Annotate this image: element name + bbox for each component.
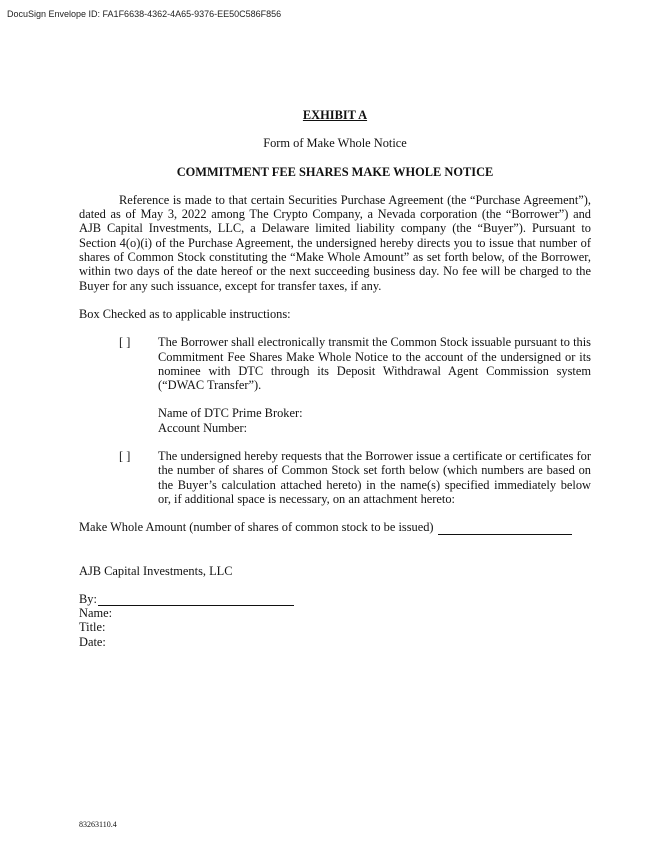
make-whole-amount-row bbox=[79, 520, 591, 534]
signature-line[interactable] bbox=[98, 593, 294, 606]
signature-by-row bbox=[79, 592, 591, 606]
make-whole-amount-label: Make Whole Amount (number of shares of common stock to be issued) bbox=[79, 520, 434, 535]
account-number-label: Account Number: bbox=[158, 420, 248, 435]
intro-paragraph: Reference is made to that certain Securities Purchase Agreement (the “Purchase Agreement”), dated as of May 3, 2022 among The Crypto Company, a Nevada corporation (the “Borrower”) and AJB Capital Investments, LLC, a Delaware limited liability company (the “Buyer”). Pursuant to Section 4(o)(i) of the Purchase Agreement, the undersigned hereby directs you to issue that number of shares of Common Stock constituting the “Make Whole Amount” as set forth below, of the Borrower, within two days of the date hereof or the next succeeding business day. No fee will be charged to the Buyer for any such issuance, except for transfer taxes, if any. bbox=[79, 192, 591, 293]
docusign-envelope-id: DocuSign Envelope ID: FA1F6638-4362-4A65-9376-EE50C586F856 bbox=[7, 9, 282, 19]
document-page bbox=[79, 108, 591, 649]
option-certificate bbox=[79, 449, 591, 506]
option-text: The undersigned hereby requests that the Borrower issue a certificate or certificates for the number of shares of Common Stock set forth below (which numbers are based on the Buyer’s calculation attached hereto) in the name(s) specified immediately below or, if additional space is necessary, on an attachment hereto: bbox=[158, 449, 591, 506]
option-dwac bbox=[79, 335, 591, 392]
option-checkbox[interactable]: [ ] bbox=[119, 449, 131, 464]
exhibit-title: EXHIBIT A bbox=[302, 108, 368, 122]
notice-title: COMMITMENT FEE SHARES MAKE WHOLE NOTICE bbox=[176, 164, 494, 179]
date-label: Date: bbox=[79, 634, 106, 649]
company-name: AJB Capital Investments, LLC bbox=[79, 563, 233, 578]
option-checkbox[interactable]: [ ] bbox=[119, 335, 131, 350]
title-label: Title: bbox=[79, 620, 106, 635]
option-text: The Borrower shall electronically transmit the Common Stock issuable pursuant to this Commitment Fee Shares Make Whole Notice to the account of the undersigned or its nominee with DTC through its Deposit Withdrawal Agent Commission system (“DWAC Transfer”). bbox=[158, 335, 591, 393]
name-label: Name: bbox=[79, 606, 113, 621]
box-label: Box Checked as to applicable instructions: bbox=[79, 306, 291, 321]
form-label: Form of Make Whole Notice bbox=[263, 136, 407, 151]
broker-block bbox=[158, 406, 591, 435]
dtc-broker-label: Name of DTC Prime Broker: bbox=[158, 406, 303, 421]
signature-block bbox=[79, 592, 591, 649]
document-number: 83263110.4 bbox=[79, 820, 117, 829]
by-label: By: bbox=[79, 591, 97, 606]
make-whole-amount-field[interactable] bbox=[438, 522, 572, 535]
